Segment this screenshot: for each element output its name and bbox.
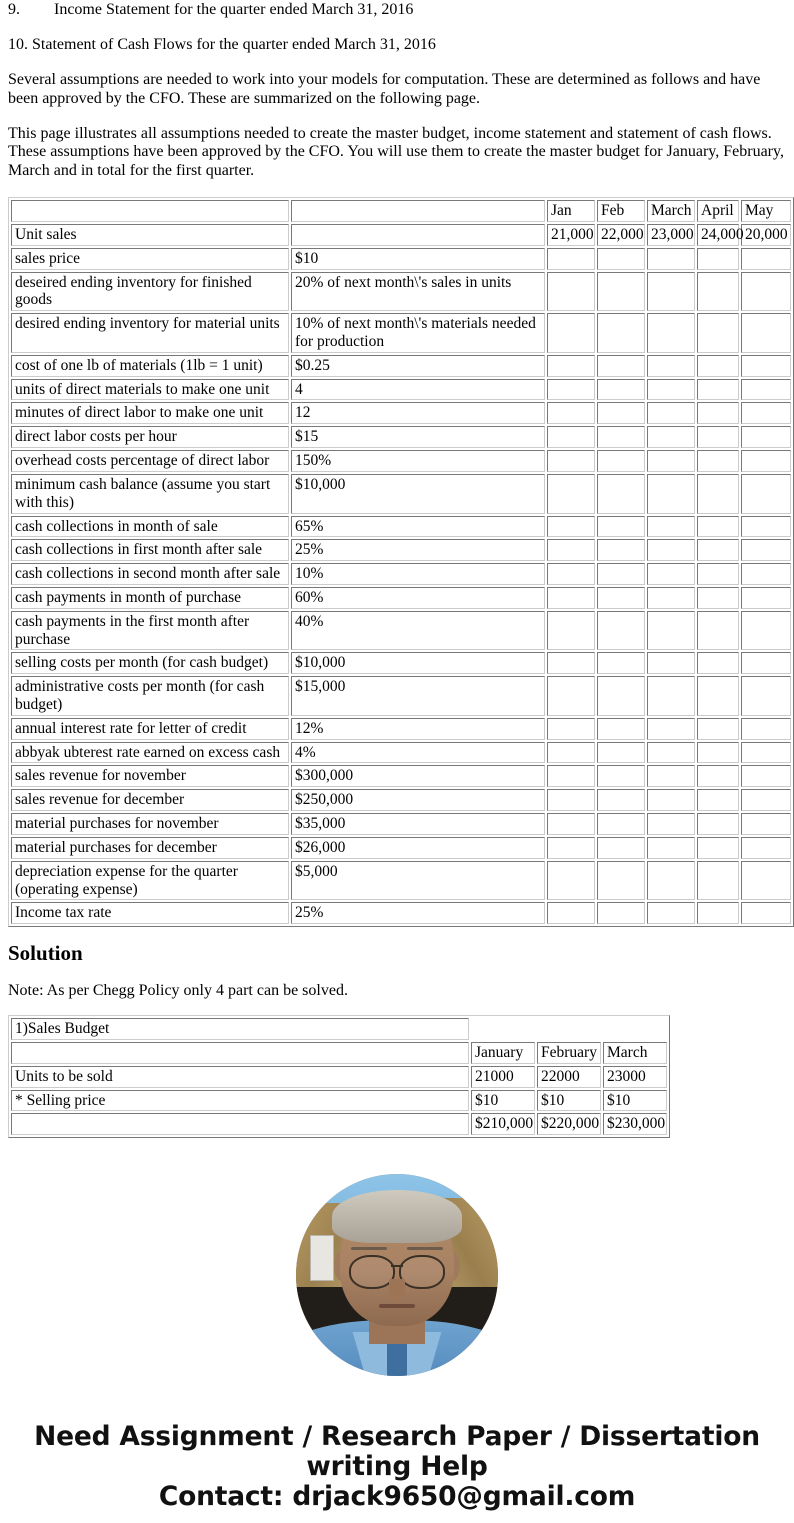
footer-line-1: Need Assignment / Research Paper / Dissertation xyxy=(34,1421,760,1453)
row-month-may xyxy=(741,837,791,859)
row-month-april xyxy=(697,313,739,353)
row-month-jan xyxy=(547,313,595,353)
row-month-feb xyxy=(597,516,645,538)
photo-container xyxy=(8,1174,786,1376)
row-month-feb xyxy=(597,379,645,401)
row-month-jan xyxy=(547,272,595,312)
sales-budget-table xyxy=(8,1015,670,1138)
table-row xyxy=(11,789,791,811)
row-month-jan xyxy=(547,379,595,401)
spacer xyxy=(8,927,786,941)
table-row xyxy=(11,539,791,561)
row-month-march xyxy=(647,355,695,377)
row-value-february: 22000 xyxy=(537,1066,601,1088)
row-month-may xyxy=(741,516,791,538)
row-month-april xyxy=(697,402,739,424)
row-month-may xyxy=(741,474,791,514)
row-value: $250,000 xyxy=(291,789,545,811)
row-month-feb xyxy=(597,539,645,561)
row-month-feb xyxy=(597,676,645,716)
row-label: Income tax rate xyxy=(11,902,289,924)
row-month-feb xyxy=(597,902,645,924)
row-month-feb xyxy=(597,272,645,312)
row-month-may xyxy=(741,742,791,764)
header-cell-blank1 xyxy=(11,200,289,222)
table-row xyxy=(11,426,791,448)
row-value: 25% xyxy=(291,902,545,924)
header-cell-march: March xyxy=(603,1042,667,1064)
row-month-jan xyxy=(547,652,595,674)
row-value: $10,000 xyxy=(291,652,545,674)
row-month-may xyxy=(741,426,791,448)
row-month-feb xyxy=(597,611,645,651)
row-label: administrative costs per month (for cash budget) xyxy=(11,676,289,716)
row-label: sales revenue for december xyxy=(11,789,289,811)
row-value: 150% xyxy=(291,450,545,472)
row-month-april xyxy=(697,813,739,835)
row-month-april xyxy=(697,539,739,561)
row-month-march xyxy=(647,789,695,811)
spacer xyxy=(8,109,786,125)
row-month-march xyxy=(647,539,695,561)
row-month-may xyxy=(741,402,791,424)
header-cell-february: February xyxy=(537,1042,601,1064)
table-row xyxy=(11,587,791,609)
row-month-feb xyxy=(597,742,645,764)
row-month-march xyxy=(647,379,695,401)
row-month-may xyxy=(741,248,791,270)
table-row xyxy=(11,676,791,716)
row-month-jan xyxy=(547,355,595,377)
empty-cell xyxy=(471,1018,667,1040)
row-month-march xyxy=(647,516,695,538)
table-row xyxy=(11,742,791,764)
table-row xyxy=(11,1113,667,1135)
table-row xyxy=(11,1066,667,1088)
list-item xyxy=(8,36,786,55)
row-label: material purchases for december xyxy=(11,837,289,859)
row-value: 65% xyxy=(291,516,545,538)
row-month-jan xyxy=(547,765,595,787)
row-value: 4 xyxy=(291,379,545,401)
row-value: 40% xyxy=(291,611,545,651)
glasses-bridge-icon xyxy=(391,1265,403,1267)
row-value-march: $10 xyxy=(603,1090,667,1112)
row-value-february: $10 xyxy=(537,1090,601,1112)
header-cell-blank2 xyxy=(291,200,545,222)
row-month-jan xyxy=(547,813,595,835)
glasses-lens-right-icon xyxy=(399,1255,445,1289)
row-month-april xyxy=(697,379,739,401)
row-month-feb xyxy=(597,563,645,585)
row-month-may xyxy=(741,789,791,811)
footer-line-3: Contact: drjack9650@gmail.com xyxy=(158,1481,636,1513)
photo-tie xyxy=(387,1344,407,1376)
row-month-march xyxy=(647,587,695,609)
row-month-may: 20,000 xyxy=(741,224,791,246)
row-value xyxy=(291,224,545,246)
row-value: $5,000 xyxy=(291,861,545,901)
row-month-feb xyxy=(597,789,645,811)
row-label: Units to be sold xyxy=(11,1066,469,1088)
row-value: 60% xyxy=(291,587,545,609)
row-month-april xyxy=(697,355,739,377)
row-month-march xyxy=(647,402,695,424)
row-label: minimum cash balance (assume you start with this) xyxy=(11,474,289,514)
row-month-jan xyxy=(547,742,595,764)
row-label: overhead costs percentage of direct labor xyxy=(11,450,289,472)
intro-paragraph-1: Several assumptions are needed to work into your models for computation. These are determined as follows and have been approved by the CFO. These are summarized on the following page. xyxy=(8,70,761,107)
header-cell-feb: Feb xyxy=(597,200,645,222)
row-month-march xyxy=(647,652,695,674)
row-month-may xyxy=(741,313,791,353)
row-month-may xyxy=(741,861,791,901)
row-month-feb xyxy=(597,765,645,787)
table-row xyxy=(11,837,791,859)
row-label: selling costs per month (for cash budget) xyxy=(11,652,289,674)
row-month-jan xyxy=(547,718,595,740)
row-month-march xyxy=(647,426,695,448)
row-month-feb xyxy=(597,355,645,377)
row-month-feb xyxy=(597,718,645,740)
table-row xyxy=(11,355,791,377)
row-month-march xyxy=(647,676,695,716)
list-item-number: 10. xyxy=(8,35,28,53)
row-month-april xyxy=(697,902,739,924)
row-month-feb xyxy=(597,652,645,674)
row-value-march: $230,000 xyxy=(603,1113,667,1135)
row-month-april xyxy=(697,248,739,270)
row-month-april xyxy=(697,587,739,609)
row-label: cash collections in second month after sale xyxy=(11,563,289,585)
row-month-march xyxy=(647,474,695,514)
row-month-march xyxy=(647,563,695,585)
table-row xyxy=(11,1018,667,1040)
row-month-may xyxy=(741,272,791,312)
row-label: * Selling price xyxy=(11,1090,469,1112)
row-label: desired ending inventory for material units xyxy=(11,313,289,353)
row-label xyxy=(11,1113,469,1135)
row-month-jan xyxy=(547,837,595,859)
row-value-march: 23000 xyxy=(603,1066,667,1088)
glasses-lens-left-icon xyxy=(349,1255,395,1289)
photo-hair xyxy=(332,1190,461,1243)
row-month-april xyxy=(697,611,739,651)
table-row xyxy=(11,516,791,538)
row-month-may xyxy=(741,587,791,609)
row-month-april xyxy=(697,676,739,716)
row-label: abbyak ubterest rate earned on excess cash xyxy=(11,742,289,764)
row-month-may xyxy=(741,652,791,674)
row-month-may xyxy=(741,813,791,835)
row-month-april xyxy=(697,272,739,312)
row-value: 12 xyxy=(291,402,545,424)
assumptions-table-body xyxy=(11,200,791,924)
table-row xyxy=(11,861,791,901)
row-month-march xyxy=(647,611,695,651)
row-month-april xyxy=(697,563,739,585)
header-cell-may: May xyxy=(741,200,791,222)
row-label: minutes of direct labor to make one unit xyxy=(11,402,289,424)
row-value: 10% xyxy=(291,563,545,585)
table-row xyxy=(11,652,791,674)
header-cell-january: January xyxy=(471,1042,535,1064)
row-month-jan xyxy=(547,402,595,424)
row-value: $26,000 xyxy=(291,837,545,859)
table-row xyxy=(11,611,791,651)
row-value: $35,000 xyxy=(291,813,545,835)
table-row xyxy=(11,402,791,424)
footer-promo xyxy=(8,1422,786,1512)
spacer xyxy=(8,181,786,197)
row-month-jan xyxy=(547,587,595,609)
photo-brow-left xyxy=(351,1247,387,1250)
row-value: $0.25 xyxy=(291,355,545,377)
row-month-march: 23,000 xyxy=(647,224,695,246)
table-row xyxy=(11,718,791,740)
row-month-jan xyxy=(547,676,595,716)
row-month-jan: 21,000 xyxy=(547,224,595,246)
row-month-april xyxy=(697,450,739,472)
row-month-may xyxy=(741,765,791,787)
row-value: 4% xyxy=(291,742,545,764)
row-label: deseired ending inventory for finished goods xyxy=(11,272,289,312)
row-label: annual interest rate for letter of credit xyxy=(11,718,289,740)
row-value: $300,000 xyxy=(291,765,545,787)
row-label: direct labor costs per hour xyxy=(11,426,289,448)
row-value-january: $210,000 xyxy=(471,1113,535,1135)
table-row xyxy=(11,813,791,835)
row-month-feb xyxy=(597,450,645,472)
header-cell-blank xyxy=(11,1042,469,1064)
row-month-feb xyxy=(597,402,645,424)
row-month-feb xyxy=(597,426,645,448)
row-month-may xyxy=(741,676,791,716)
row-label: units of direct materials to make one unit xyxy=(11,379,289,401)
spacer xyxy=(8,1138,786,1174)
row-month-april xyxy=(697,474,739,514)
table-header-row xyxy=(11,1042,667,1064)
row-month-march xyxy=(647,837,695,859)
row-month-may xyxy=(741,450,791,472)
row-month-jan xyxy=(547,611,595,651)
row-month-march xyxy=(647,765,695,787)
row-value: 10% of next month\'s materials needed for production xyxy=(291,313,545,353)
row-month-april xyxy=(697,765,739,787)
row-value-february: $220,000 xyxy=(537,1113,601,1135)
row-month-march xyxy=(647,902,695,924)
row-month-march xyxy=(647,718,695,740)
row-label: sales price xyxy=(11,248,289,270)
photo-mouth xyxy=(379,1304,415,1308)
row-month-april xyxy=(697,861,739,901)
table-row xyxy=(11,224,791,246)
row-month-jan xyxy=(547,516,595,538)
row-month-feb xyxy=(597,837,645,859)
row-value: $15,000 xyxy=(291,676,545,716)
row-month-march xyxy=(647,313,695,353)
table-row xyxy=(11,1090,667,1112)
photo-wall-switch xyxy=(310,1235,334,1281)
row-value: $10 xyxy=(291,248,545,270)
row-month-may xyxy=(741,718,791,740)
table-row xyxy=(11,450,791,472)
spacer xyxy=(8,1001,786,1015)
list-item-number: 9. xyxy=(8,1,20,18)
table-row xyxy=(11,902,791,924)
table-header-row xyxy=(11,200,791,222)
row-month-may xyxy=(741,355,791,377)
row-month-april xyxy=(697,837,739,859)
row-month-may xyxy=(741,539,791,561)
row-label: cash collections in month of sale xyxy=(11,516,289,538)
row-month-april xyxy=(697,516,739,538)
row-month-may xyxy=(741,611,791,651)
row-month-jan xyxy=(547,426,595,448)
row-month-march xyxy=(647,248,695,270)
row-month-april xyxy=(697,652,739,674)
row-value: 12% xyxy=(291,718,545,740)
intro-paragraph-2: This page illustrates all assumptions needed to create the master budget, income statement and statement of cash flows. These assumptions have been approved by the CFO. You will use them to create the master budget for January, February, March and in total for the first quarter. xyxy=(8,124,784,180)
row-month-feb xyxy=(597,587,645,609)
header-cell-april: April xyxy=(697,200,739,222)
row-value-january: $10 xyxy=(471,1090,535,1112)
row-month-may xyxy=(741,902,791,924)
header-cell-jan: Jan xyxy=(547,200,595,222)
row-label: cost of one lb of materials (1lb = 1 unit) xyxy=(11,355,289,377)
list-item-text: Statement of Cash Flows for the quarter ended March 31, 2016 xyxy=(32,35,436,53)
row-month-jan xyxy=(547,474,595,514)
row-month-march xyxy=(647,742,695,764)
row-month-feb xyxy=(597,813,645,835)
row-month-april xyxy=(697,789,739,811)
row-month-jan xyxy=(547,563,595,585)
list-item-text: Income Statement for the quarter ended March 31, 2016 xyxy=(54,1,414,18)
table-row xyxy=(11,272,791,312)
row-month-april xyxy=(697,742,739,764)
solution-note: Note: As per Chegg Policy only 4 part can be solved. xyxy=(8,982,348,1000)
row-value: 20% of next month\'s sales in units xyxy=(291,272,545,312)
spacer xyxy=(8,966,786,982)
row-label: cash collections in first month after sale xyxy=(11,539,289,561)
sales-budget-title: 1)Sales Budget xyxy=(11,1018,469,1040)
row-month-feb: 22,000 xyxy=(597,224,645,246)
spacer xyxy=(8,55,786,71)
table-row xyxy=(11,379,791,401)
spacer xyxy=(8,1376,786,1422)
table-row xyxy=(11,474,791,514)
assumptions-table xyxy=(8,197,794,927)
table-row xyxy=(11,765,791,787)
photo-brow-right xyxy=(407,1247,443,1250)
sales-budget-table-body xyxy=(11,1018,667,1135)
row-month-april: 24,000 xyxy=(697,224,739,246)
row-month-jan xyxy=(547,902,595,924)
row-month-jan xyxy=(547,861,595,901)
avatar xyxy=(296,1174,498,1376)
row-month-feb xyxy=(597,313,645,353)
row-label: Unit sales xyxy=(11,224,289,246)
row-label: material purchases for november xyxy=(11,813,289,835)
table-row xyxy=(11,248,791,270)
spacer xyxy=(8,20,786,36)
row-month-march xyxy=(647,450,695,472)
header-cell-march: March xyxy=(647,200,695,222)
row-month-march xyxy=(647,861,695,901)
list-item xyxy=(8,1,786,20)
footer-line-2: writing Help xyxy=(306,1451,488,1483)
row-label: cash payments in the first month after purchase xyxy=(11,611,289,651)
row-label: depreciation expense for the quarter (operating expense) xyxy=(11,861,289,901)
row-value: $15 xyxy=(291,426,545,448)
row-month-feb xyxy=(597,248,645,270)
row-month-may xyxy=(741,563,791,585)
row-month-march xyxy=(647,813,695,835)
row-month-april xyxy=(697,426,739,448)
photo-nose xyxy=(389,1279,405,1301)
row-label: cash payments in month of purchase xyxy=(11,587,289,609)
row-month-april xyxy=(697,718,739,740)
row-value: $10,000 xyxy=(291,474,545,514)
row-value: 25% xyxy=(291,539,545,561)
row-month-may xyxy=(741,379,791,401)
table-row xyxy=(11,563,791,585)
row-value-january: 21000 xyxy=(471,1066,535,1088)
row-month-march xyxy=(647,272,695,312)
row-month-jan xyxy=(547,539,595,561)
row-month-jan xyxy=(547,450,595,472)
row-month-jan xyxy=(547,789,595,811)
page-title: Solution xyxy=(8,941,83,966)
row-month-feb xyxy=(597,861,645,901)
row-month-jan xyxy=(547,248,595,270)
table-row xyxy=(11,313,791,353)
row-month-feb xyxy=(597,474,645,514)
row-label: sales revenue for november xyxy=(11,765,289,787)
